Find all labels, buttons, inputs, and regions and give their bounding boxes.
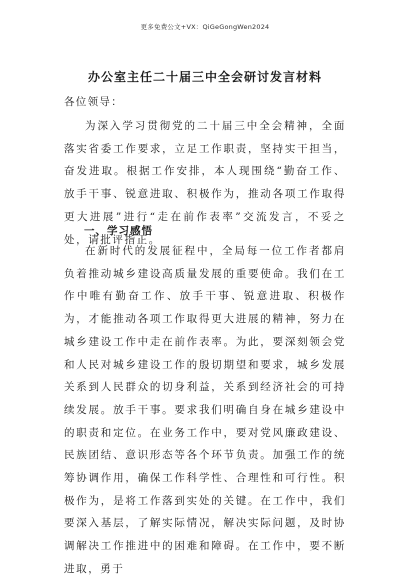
section-body-paragraph: 在新时代的发展征程中，全局每一位工作者都肩负着推动城乡建设高质量发展的重要使命。我们在工作中唯有勤奋工作、放手干事、锐意进取、积极作为，才能推动各项工作取得更大进展的精神，努力在城乡建设工作中走在前作表率。为此，要深刻领会党和人民对城乡建设工作的殷切期望和要求，城乡发展关系到人民群众的切身利益，关系到经济社会的可持续发展。放手干事。要求我们明确自身在城乡建设中的职责和定位。在业务工作中，要对党风廉政建设、民族团结、意识形态等各个环节负责。加强工作的统筹协调作用，确保工作科学性、合理性和可行性。积极作为，是将工作落到实处的关键。在工作中，我们要深入基层，了解实际情况，解决实际问题，及时协调解决工作推进中的困难和障碍。在工作中，要不断进取，勇于 (64, 245, 346, 575)
document-title: 办公室主任二十届三中全会研讨发言材料 (87, 70, 322, 84)
section-heading-learning: 一、学习感悟 (84, 225, 153, 237)
header-note: 更多免费公文+VX：QiGeGongWen2024 (140, 23, 270, 31)
intro-paragraph: 为深入学习贯彻党的二十届三中全会精神，全面落实省委工作要求，立足工作职责，坚持实干担当，奋发进取。根据工作安排，本人现围绕“勤奋工作、放手干事、锐意进取、积极作为，推动各项工作取得更大进展”进行“走在前作表率”交流发言，不妥之处，请批评指正。 (64, 120, 346, 246)
salutation: 各位领导： (64, 96, 123, 108)
